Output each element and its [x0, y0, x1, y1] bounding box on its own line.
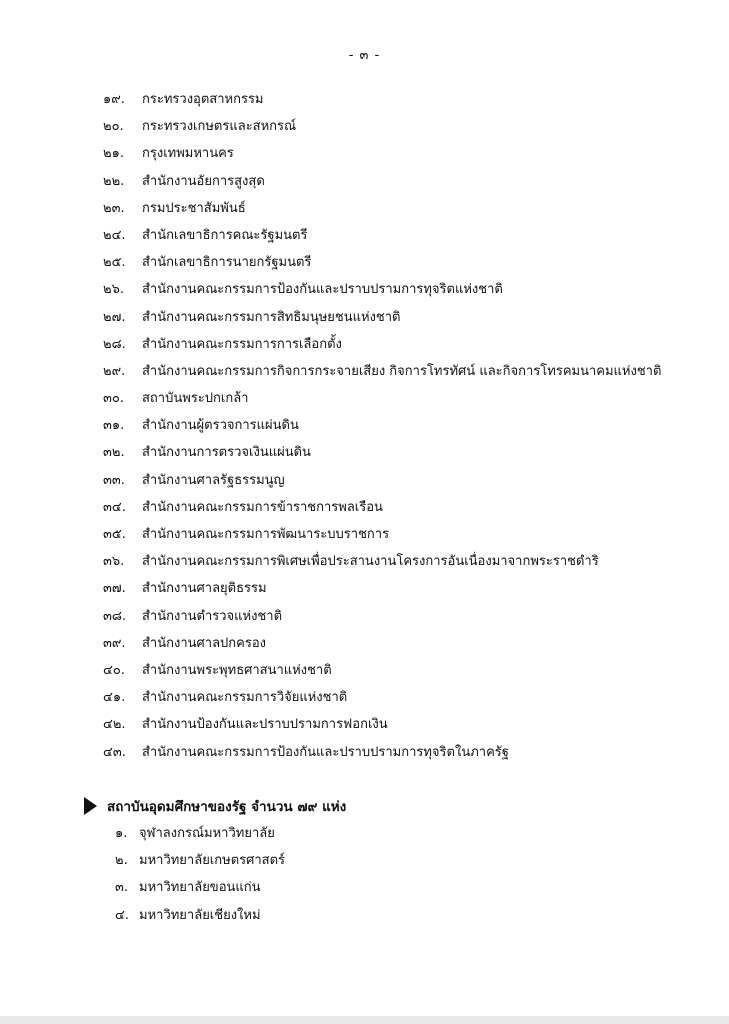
agency-item-number: ๒๕. [103, 255, 126, 271]
agency-item-text: สำนักเลขาธิการนายกรัฐมนตรี [142, 255, 312, 271]
agency-item-number: ๔๒. [103, 717, 126, 733]
agency-item [103, 684, 661, 711]
university-item-number: ๒. [115, 853, 128, 869]
agency-item-number: ๓๘. [103, 608, 127, 624]
university-item [115, 874, 346, 901]
agency-item [103, 521, 661, 548]
agency-item-number: ๒๐. [103, 119, 124, 135]
agency-item [103, 494, 661, 521]
agency-item-text: สำนักงานคณะกรรมการพัฒนาระบบราชการ [142, 527, 390, 542]
university-item [115, 820, 346, 847]
agency-item [103, 439, 661, 466]
agency-item [103, 385, 661, 412]
university-item-number: ๔. [115, 907, 129, 923]
agency-item-number: ๓๗. [103, 581, 126, 597]
page-bottom-edge [0, 1016, 729, 1024]
agency-item-text: สำนักงานป้องกันและปราบปรามการฟอกเงิน [142, 717, 388, 733]
agency-item-number: ๒๔. [103, 227, 126, 243]
agency-item-number: ๒๖. [103, 282, 124, 298]
page-number: - ๓ - [348, 48, 381, 63]
agency-item [103, 86, 661, 113]
agency-item-number: ๓๖. [103, 554, 125, 570]
agency-item-text: สำนักงานศาลยุติธรรม [142, 581, 267, 597]
agency-item-text: สถาบันพระปกเกล้า [142, 391, 249, 407]
agency-item [103, 168, 661, 195]
arrow-right-icon [84, 797, 97, 815]
agency-item-text: สำนักงานผู้ตรวจการแผ่นดิน [142, 418, 299, 434]
agency-item-text: สำนักงานคณะกรรมการวิจัยแห่งชาติ [142, 690, 348, 706]
agency-item-number: ๓๐. [103, 391, 124, 407]
agency-item-text: สำนักงานการตรวจเงินแผ่นดิน [142, 445, 311, 461]
agency-item-text: สำนักงานศาลปกครอง [142, 635, 267, 651]
agency-item [103, 630, 661, 657]
university-item-text: มหาวิทยาลัยเกษตรศาสตร์ [139, 853, 286, 869]
agency-item-number: ๒๓. [103, 200, 125, 216]
agency-item-number: ๔๓. [103, 744, 126, 760]
agency-item-text: สำนักงานคณะกรรมการป้องกันและปราบปรามการทุจริตแห่งชาติ [142, 282, 503, 298]
agency-item-number: ๓๙. [103, 635, 126, 651]
agency-item-number: ๒๗. [103, 309, 126, 325]
agency-item-text: สำนักงานคณะกรรมการข้าราชการพลเรือน [142, 499, 383, 515]
agency-item-text: สำนักงานคณะกรรมการกิจการกระจายเสียง กิจการโทรทัศน์ และกิจการโทรคมนาคมแห่งชาติ [142, 363, 662, 379]
university-item-number: ๓. [115, 880, 129, 896]
agency-item-number: ๒๑. [103, 146, 124, 162]
agency-item-text: กรุงเทพมหานคร [142, 146, 234, 162]
agency-item-number: ๓๔. [103, 499, 126, 515]
agency-item-number: ๒๙. [103, 363, 126, 379]
agency-item [103, 657, 661, 684]
agency-item [103, 249, 661, 276]
agency-item [103, 575, 661, 602]
university-item-number: ๑. [115, 826, 128, 841]
agency-item [103, 358, 661, 385]
agency-item [103, 276, 661, 303]
agency-item [103, 195, 661, 222]
agency-item-number: ๓๒. [103, 445, 125, 461]
agency-item-number: ๔๑. [103, 690, 126, 706]
section-heading-row [84, 794, 346, 820]
university-item-text: จุฬาลงกรณ์มหาวิทยาลัย [139, 826, 275, 841]
agency-list [103, 86, 661, 766]
university-item [115, 847, 346, 874]
agency-item [103, 113, 661, 140]
university-item [115, 902, 346, 929]
agency-item-text: กรมประชาสัมพันธ์ [142, 200, 246, 216]
agency-item-number: ๔๐. [103, 662, 125, 678]
agency-item-text: กระทรวงอุตสาหกรรม [142, 92, 264, 107]
agency-item-number: ๒๘. [103, 336, 126, 352]
university-list [84, 820, 346, 929]
agency-item [103, 467, 661, 494]
agency-item-number: ๒๒. [103, 173, 125, 189]
agency-item-number: ๓๕. [103, 527, 126, 542]
agency-item-number: ๓๑. [103, 418, 125, 434]
agency-item-text: สำนักงานคณะกรรมการสิทธิมนุษยชนแห่งชาติ [142, 309, 401, 325]
agency-item [103, 140, 661, 167]
university-item-text: มหาวิทยาลัยเชียงใหม่ [139, 907, 261, 923]
agency-item [103, 711, 661, 738]
agency-item-number: ๑๙. [103, 92, 125, 107]
agency-item [103, 548, 661, 575]
agency-item-text: สำนักงานคณะกรรมการการเลือกตั้ง [142, 336, 342, 352]
agency-item [103, 304, 661, 331]
agency-item-text: สำนักเลขาธิการคณะรัฐมนตรี [142, 227, 308, 243]
section-heading: สถาบันอุดมศึกษาของรัฐ จำนวน ๗๙ แห่ง [107, 799, 347, 815]
agency-item-text: สำนักงานอัยการสูงสุด [142, 173, 265, 189]
agency-item [103, 603, 661, 630]
agency-item-number: ๓๓. [103, 472, 125, 488]
agency-item [103, 739, 661, 766]
agency-item [103, 331, 661, 358]
agency-item-text: กระทรวงเกษตรและสหกรณ์ [142, 119, 297, 135]
agency-item-text: สำนักงานพระพุทธศาสนาแห่งชาติ [142, 662, 332, 678]
higher-education-section [84, 794, 346, 929]
university-item-text: มหาวิทยาลัยขอนแก่น [139, 880, 261, 896]
agency-item-text: สำนักงานคณะกรรมการพิเศษเพื่อประสานงานโครงการอันเนื่องมาจากพระราชดำริ [142, 554, 599, 570]
agency-item [103, 412, 661, 439]
agency-item-text: สำนักงานคณะกรรมการป้องกันและปราบปรามการทุจริตในภาครัฐ [142, 744, 509, 760]
agency-item-text: สำนักงานศาลรัฐธรรมนูญ [142, 472, 285, 488]
agency-item [103, 222, 661, 249]
agency-item-text: สำนักงานตำรวจแห่งชาติ [142, 608, 283, 624]
